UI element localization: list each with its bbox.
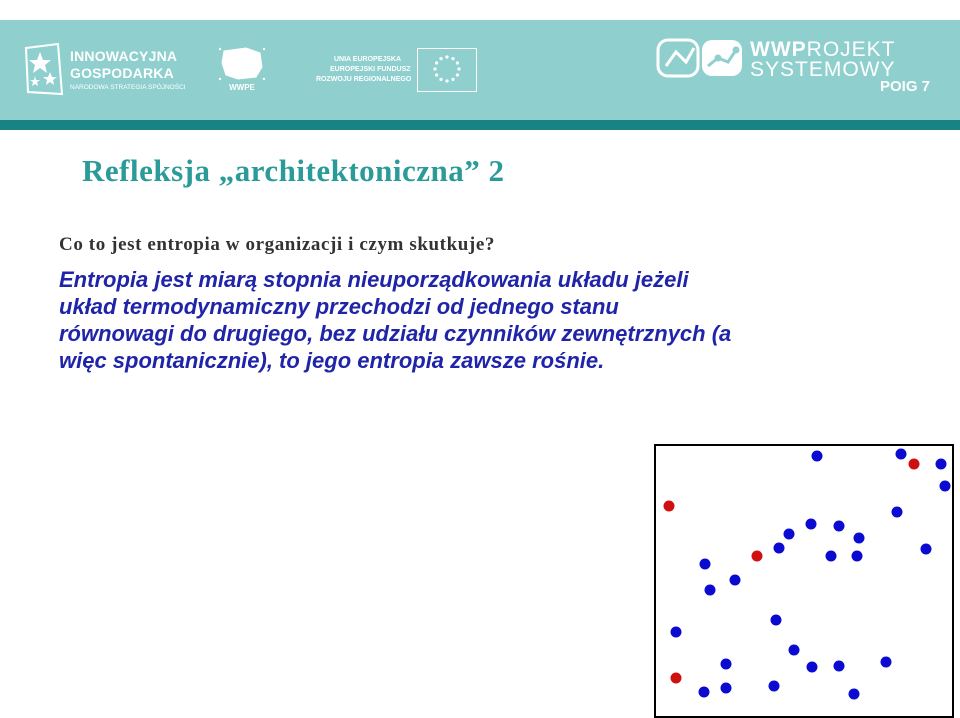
ig-line1: INNOWACYJNA xyxy=(70,48,178,64)
eu-flag-icon xyxy=(417,48,477,92)
blue-particle xyxy=(921,544,932,555)
definition-line: Entropia jest miarą stopnia nieuporządkowania układu jeżeli xyxy=(59,267,689,292)
blue-particle xyxy=(940,481,951,492)
blue-particle xyxy=(854,533,865,544)
blue-particle xyxy=(774,543,785,554)
definition-line: równowagi do drugiego, bez udziału czynników zewnętrznych (a xyxy=(59,321,732,346)
blue-particle xyxy=(936,459,947,470)
blue-particle xyxy=(699,687,710,698)
star-flag-icon xyxy=(24,42,64,96)
blue-particle xyxy=(881,657,892,668)
top-strip xyxy=(0,0,960,20)
blue-particle xyxy=(671,627,682,638)
wwp-projekt-logo xyxy=(656,36,946,96)
blue-particle xyxy=(771,615,782,626)
blue-particle xyxy=(789,645,800,656)
ue-line1: UNIA EUROPEJSKA xyxy=(334,56,402,63)
red-particle xyxy=(909,459,920,470)
ig-line3: NARODOWA STRATEGIA SPÓJNOŚCI xyxy=(70,84,186,91)
wwp-rest: ROJEKT xyxy=(806,38,896,61)
blue-particle xyxy=(730,575,741,586)
particles-canvas xyxy=(656,446,952,716)
blue-particle xyxy=(807,662,818,673)
blue-particle xyxy=(826,551,837,562)
network-icon xyxy=(656,36,746,80)
wwp-line2: SYSTEMOWY xyxy=(750,58,896,81)
blue-particle xyxy=(852,551,863,562)
ig-line2: GOSPODARKA xyxy=(70,65,174,81)
ue-line3: ROZWOJU REGIONALNEGO xyxy=(316,76,412,83)
definition-line: układ termodynamiczny przechodzi od jednego stanu xyxy=(59,294,619,319)
blue-particle xyxy=(705,585,716,596)
definition-line: więc spontanicznie), to jego entropia zawsze rośnie. xyxy=(59,348,605,373)
blue-particle xyxy=(769,681,780,692)
blue-particle xyxy=(892,507,903,518)
wwp-line3: POIG 7 xyxy=(880,78,931,95)
blue-particle xyxy=(806,519,817,530)
eu-logo xyxy=(316,48,476,94)
header-banner xyxy=(0,20,960,120)
wwpe-logo xyxy=(216,45,268,97)
innowacyjna-gospodarka-logo xyxy=(24,40,199,100)
blue-particle xyxy=(784,529,795,540)
entropy-definition xyxy=(59,266,939,374)
wwpe-label: WWPE xyxy=(229,83,255,92)
blue-particle xyxy=(721,683,732,694)
slide-question: Co to jest entropia w organizacji i czym skutkuje? xyxy=(59,234,495,255)
red-particle xyxy=(752,551,763,562)
blue-particle xyxy=(834,661,845,672)
wwp-bold: WWP xyxy=(750,38,807,61)
blue-particle xyxy=(834,521,845,532)
blue-particle xyxy=(812,451,823,462)
poland-map-icon xyxy=(216,45,268,83)
slide-title: Refleksja „architektoniczna” 2 xyxy=(82,153,505,188)
red-particle xyxy=(664,501,675,512)
particle-simulation-box xyxy=(654,444,954,718)
red-particle xyxy=(671,673,682,684)
blue-particle xyxy=(849,689,860,700)
banner-divider xyxy=(0,120,960,130)
blue-particle xyxy=(700,559,711,570)
blue-particle xyxy=(721,659,732,670)
blue-particle xyxy=(896,449,907,460)
ue-line2: EUROPEJSKI FUNDUSZ xyxy=(330,66,411,73)
